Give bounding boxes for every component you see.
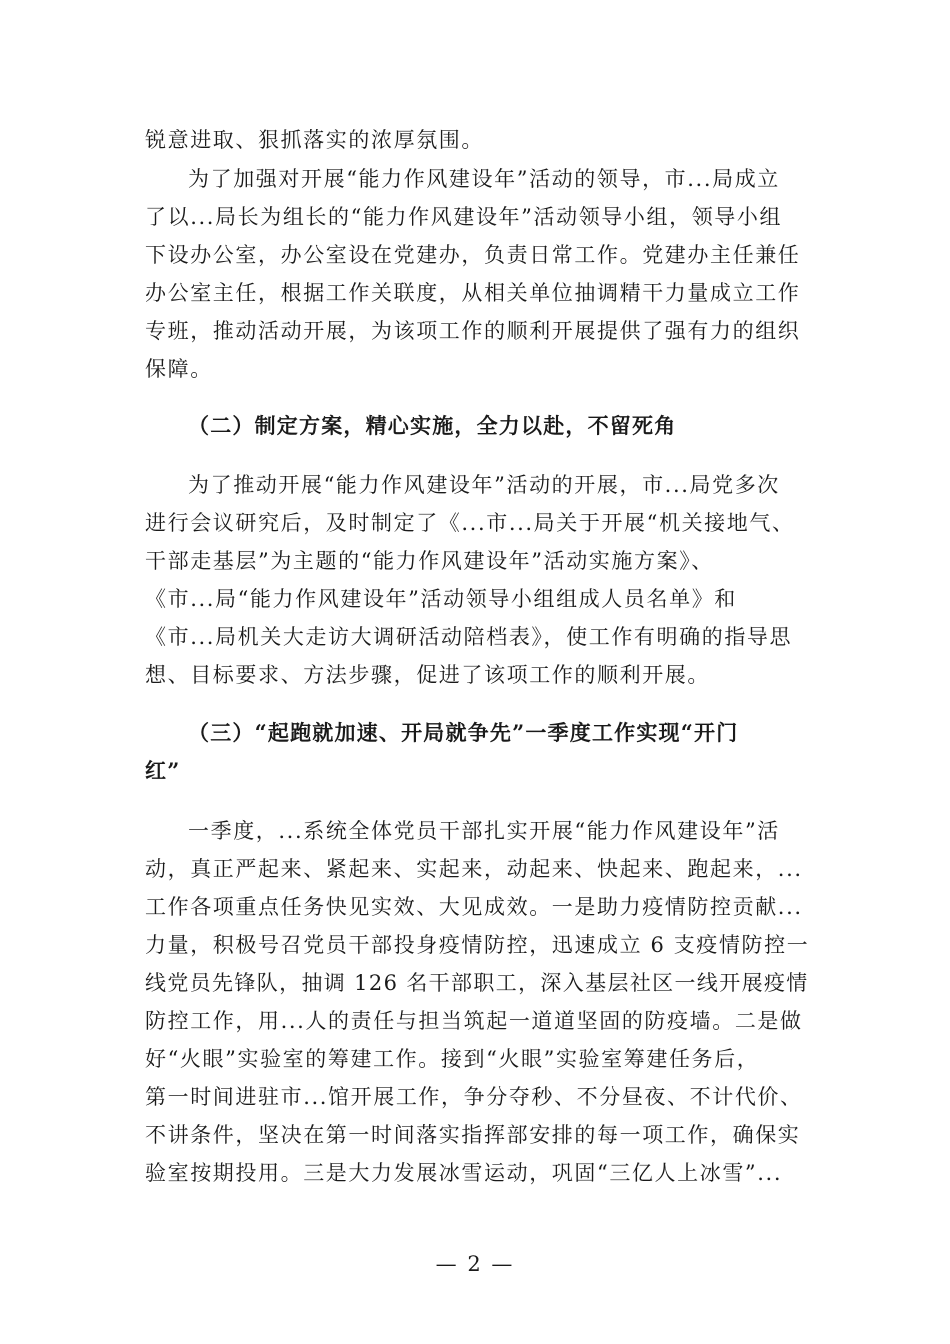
text-line: 动，真正严起来、紧起来、实起来，动起来、快起来、跑起来，... [145,857,803,881]
text-line: 一季度，...系统全体党员干部扎实开展“能力作风建设年”活 [188,819,780,843]
text-line: 为了加强对开展“能力作风建设年”活动的领导，市...局成立 [188,167,780,191]
section-heading: （三）“起跑就加速、开局就争先”一季度工作实现“开门 [188,720,739,745]
text-line: 干部走基层”为主题的“能力作风建设年”活动实施方案》、 [145,549,714,573]
text-line: 了以...局长为组长的“能力作风建设年”活动领导小组，领导小组 [145,205,783,229]
page-number: — 2 — [435,1252,515,1276]
text-line: 力量，积极号召党员干部投身疫情防控，迅速成立 6 支疫情防控一 [145,933,810,957]
section-heading: 红” [145,758,181,783]
text-line: 不讲条件，坚决在第一时间落实指挥部安排的每一项工作，确保实 [145,1123,801,1147]
text-line: 为了推动开展“能力作风建设年”活动的开展，市...局党多次 [188,473,780,497]
text-line: 《市...局“能力作风建设年”活动领导小组组成人员名单》和 [145,587,737,611]
text-line: 下设办公室，办公室设在党建办，负责日常工作。党建办主任兼任 [145,243,801,267]
text-line: 《市...局机关大走访大调研活动陪档表》，使工作有明确的指导思 [145,625,793,649]
text-line: 好“火眼”实验室的筹建工作。接到“火眼”实验室筹建任务后， [145,1047,760,1071]
text-line: 办公室主任，根据工作关联度，从相关单位抽调精干力量成立工作 [145,281,801,305]
text-line: 工作各项重点任务快见实效、大见成效。一是助力疫情防控贡献... [145,895,803,919]
text-line: 进行会议研究后，及时制定了《...市...局关于开展“机关接地气、 [145,511,795,535]
text-line: 验室按期投用。三是大力发展冰雪运动，巩固“三亿人上冰雪”... [145,1161,783,1185]
text-line: 第一时间进驻市...馆开展工作，争分夺秒、不分昼夜、不计代价、 [145,1085,803,1109]
text-line: 专班，推动活动开展，为该项工作的顺利开展提供了强有力的组织 [145,319,801,343]
text-line: 线党员先锋队，抽调 126 名干部职工，深入基层社区一线开展疫情 [145,971,809,995]
text-line: 防控工作，用...人的责任与担当筑起一道道坚固的防疫墙。二是做 [145,1009,803,1033]
text-line: 锐意进取、狠抓落实的浓厚氛围。 [145,128,484,152]
section-heading: （二）制定方案，精心实施，全力以赴，不留死角 [188,413,677,438]
text-line: 保障。 [145,357,213,381]
text-line: 想、目标要求、方法步骤，促进了该项工作的顺利开展。 [145,663,710,687]
